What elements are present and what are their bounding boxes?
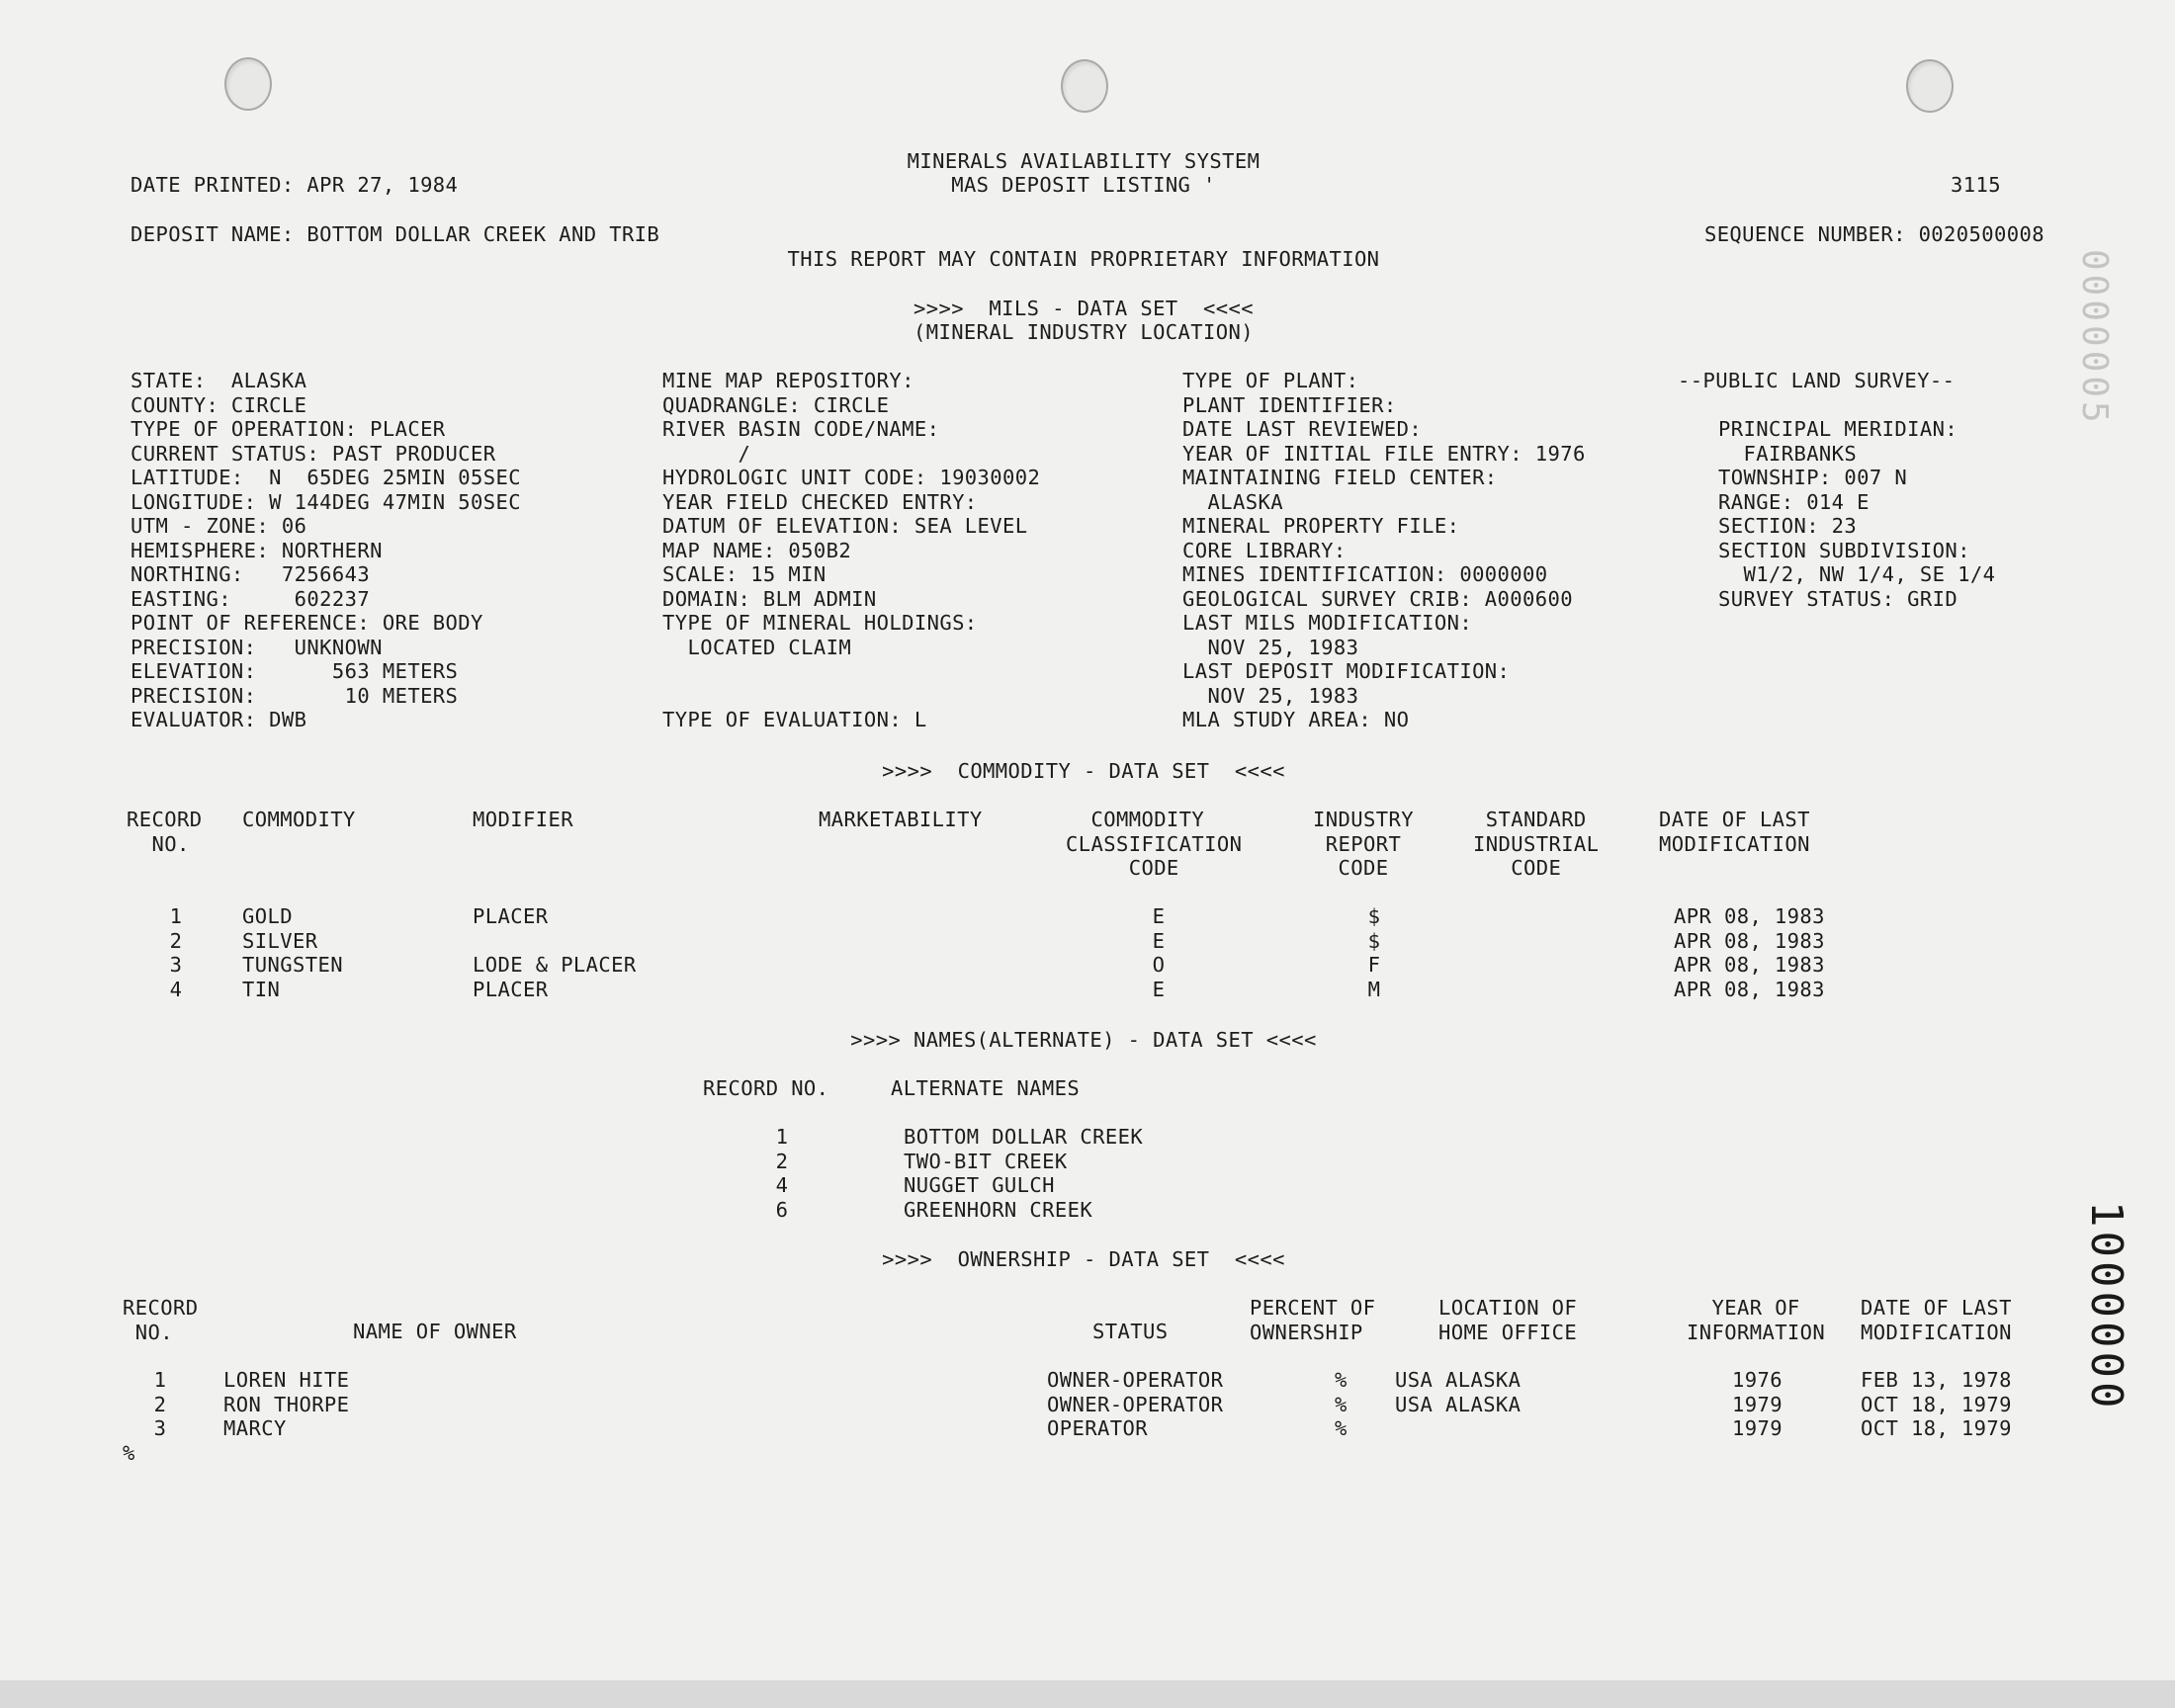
commodity-class-code: E [1152, 928, 1166, 953]
owner-date: OCT 18, 1979 [1861, 1416, 2012, 1440]
commodity-header-classification: COMMODITY CLASSIFICATION CODE [1066, 808, 1243, 880]
commodity-header-date: DATE OF LAST MODIFICATION [1659, 808, 1810, 856]
land-survey-field: SURVEY STATUS: GRID [1718, 586, 1958, 611]
owner-location: USA ALASKA [1395, 1392, 1522, 1416]
mils-field: NOV 25, 1983 [1182, 635, 1359, 659]
punch-hole-left [224, 57, 272, 111]
commodity-modifier: PLACER [473, 904, 549, 928]
mils-subtitle: (MINERAL INDUSTRY LOCATION) [913, 320, 1255, 344]
ownership-header-percent: PERCENT OF OWNERSHIP [1250, 1296, 1376, 1344]
land-survey-field: FAIRBANKS [1718, 441, 1858, 466]
mils-field: LAST MILS MODIFICATION: [1182, 611, 1473, 635]
mils-field: DATUM OF ELEVATION: SEA LEVEL [662, 514, 1028, 538]
mils-field: LATITUDE: N 65DEG 25MIN 05SEC [130, 466, 522, 489]
mils-field: SCALE: 15 MIN [662, 562, 826, 586]
margin-stamp-upper: 0000005 [2074, 249, 2115, 427]
mils-field: DOMAIN: BLM ADMIN [662, 586, 877, 611]
owner-year: 1976 [1732, 1368, 1783, 1392]
sequence-number: SEQUENCE NUMBER: 0020500008 [1703, 222, 2044, 246]
mils-field: MINES IDENTIFICATION: 0000000 [1182, 562, 1548, 586]
commodity-header-modifier: MODIFIER [473, 808, 573, 831]
land-survey-field: W1/2, NW 1/4, SE 1/4 [1718, 562, 1996, 586]
date-printed: DATE PRINTED: APR 27, 1984 [130, 173, 459, 197]
owner-year: 1979 [1732, 1392, 1783, 1416]
mils-title: >>>> MILS - DATA SET <<<< [913, 297, 1255, 320]
mils-field: MINERAL PROPERTY FILE: [1182, 514, 1460, 538]
owner-name: RON THORPE [223, 1392, 350, 1416]
ownership-header-date: DATE OF LAST MODIFICATION [1861, 1296, 2012, 1344]
land-survey-field: RANGE: 014 E [1718, 489, 1870, 514]
alternate-record-no: 6 [775, 1197, 789, 1222]
ownership-header-owner: NAME OF OWNER [353, 1320, 517, 1343]
owner-date: OCT 18, 1979 [1861, 1392, 2012, 1416]
mils-field: HYDROLOGIC UNIT CODE: 19030002 [662, 466, 1041, 489]
owner-name: LOREN HITE [223, 1368, 350, 1392]
commodity-class-code: E [1152, 904, 1166, 928]
commodity-modifier: LODE & PLACER [473, 953, 637, 977]
mils-field: EASTING: 602237 [130, 586, 371, 611]
commodity-title: >>>> COMMODITY - DATA SET <<<< [882, 759, 1285, 783]
owner-percent: % [1335, 1392, 1348, 1416]
mils-field: NOV 25, 1983 [1182, 683, 1359, 708]
mils-field: PRECISION: 10 METERS [130, 683, 459, 708]
land-survey-field: SECTION: 23 [1718, 514, 1858, 538]
margin-stamp-lower: 1000000 [2081, 1201, 2132, 1412]
mils-field: YEAR FIELD CHECKED ENTRY: [662, 489, 978, 514]
commodity-header-standard: STANDARD INDUSTRIAL CODE [1473, 808, 1600, 880]
commodity-date: APR 08, 1983 [1674, 953, 1825, 977]
mils-field: MINE MAP REPOSITORY: [662, 369, 914, 392]
mils-field: CURRENT STATUS: PAST PRODUCER [130, 441, 496, 466]
page-number: 3115 [1951, 173, 2001, 197]
owner-percent: % [1335, 1368, 1348, 1392]
mils-field: STATE: ALASKA [130, 369, 307, 392]
ownership-title: >>>> OWNERSHIP - DATA SET <<<< [882, 1247, 1285, 1271]
commodity-record-no: 1 [169, 904, 183, 928]
names-title: >>>> NAMES(ALTERNATE) - DATA SET <<<< [850, 1028, 1317, 1052]
owner-record-no: 1 [153, 1368, 167, 1392]
owner-status: OPERATOR [1047, 1416, 1148, 1440]
mils-field: RIVER BASIN CODE/NAME: [662, 417, 940, 441]
mils-field: PRECISION: UNKNOWN [130, 635, 383, 659]
mils-field: TYPE OF MINERAL HOLDINGS: [662, 611, 978, 635]
names-header-record: RECORD NO. [703, 1076, 829, 1100]
commodity-name: TIN [242, 977, 281, 1001]
commodity-industry-code: $ [1367, 928, 1381, 953]
alternate-record-no: 1 [775, 1125, 789, 1149]
owner-status: OWNER-OPERATOR [1047, 1368, 1224, 1392]
owner-year: 1979 [1732, 1416, 1783, 1440]
commodity-industry-code: M [1367, 977, 1381, 1001]
mils-field: LOCATED CLAIM [662, 635, 852, 659]
owner-name: MARCY [223, 1416, 287, 1440]
commodity-industry-code: F [1367, 953, 1381, 977]
owner-status: OWNER-OPERATOR [1047, 1392, 1224, 1416]
mils-field: MAINTAINING FIELD CENTER: [1182, 466, 1498, 489]
mils-field: ELEVATION: 563 METERS [130, 659, 459, 683]
mils-field: POINT OF REFERENCE: ORE BODY [130, 611, 483, 635]
alternate-name: NUGGET GULCH [904, 1173, 1055, 1197]
commodity-name: TUNGSTEN [242, 953, 343, 977]
commodity-date: APR 08, 1983 [1674, 977, 1825, 1001]
proprietary-notice: THIS REPORT MAY CONTAIN PROPRIETARY INFORMATION [787, 247, 1380, 271]
alternate-name: BOTTOM DOLLAR CREEK [904, 1125, 1144, 1149]
mils-field: DATE LAST REVIEWED: [1182, 417, 1423, 441]
alternate-name: GREENHORN CREEK [904, 1197, 1093, 1222]
mils-field: MAP NAME: 050B2 [662, 538, 852, 562]
land-survey-field: SECTION SUBDIVISION: [1718, 538, 1970, 562]
mils-field: NORTHING: 7256643 [130, 562, 371, 586]
mils-field: UTM - ZONE: 06 [130, 514, 307, 538]
commodity-record-no: 3 [169, 953, 183, 977]
mils-field: PLANT IDENTIFIER: [1182, 392, 1397, 417]
public-land-survey-title: --PUBLIC LAND SURVEY-- [1678, 369, 1956, 392]
ownership-header-record: RECORD NO. [123, 1296, 199, 1344]
ownership-header-status: STATUS [1092, 1320, 1169, 1343]
commodity-industry-code: $ [1367, 904, 1381, 928]
land-survey-field: TOWNSHIP: 007 N [1718, 466, 1908, 489]
commodity-class-code: E [1152, 977, 1166, 1001]
owner-date: FEB 13, 1978 [1861, 1368, 2012, 1392]
mils-field: TYPE OF OPERATION: PLACER [130, 417, 446, 441]
commodity-record-no: 4 [169, 977, 183, 1001]
deposit-name: DEPOSIT NAME: BOTTOM DOLLAR CREEK AND TRIB [130, 222, 660, 246]
ownership-trailer: % [123, 1441, 135, 1465]
listing-title: MAS DEPOSIT LISTING ' [951, 173, 1216, 197]
mils-field: QUADRANGLE: CIRCLE [662, 392, 890, 417]
commodity-header-commodity: COMMODITY [242, 808, 356, 831]
alternate-record-no: 2 [775, 1149, 789, 1173]
mils-field: YEAR OF INITIAL FILE ENTRY: 1976 [1182, 441, 1586, 466]
punch-hole-right [1906, 59, 1954, 113]
commodity-class-code: O [1152, 953, 1166, 977]
owner-record-no: 2 [153, 1392, 167, 1416]
commodity-record-no: 2 [169, 928, 183, 953]
owner-record-no: 3 [153, 1416, 167, 1440]
commodity-date: APR 08, 1983 [1674, 928, 1825, 953]
mils-field: HEMISPHERE: NORTHERN [130, 538, 383, 562]
alternate-name: TWO-BIT CREEK [904, 1149, 1068, 1173]
mils-field: LONGITUDE: W 144DEG 47MIN 50SEC [130, 489, 522, 514]
mils-field: MLA STUDY AREA: NO [1182, 708, 1410, 731]
mils-field: EVALUATOR: DWB [130, 708, 307, 731]
mils-field: CORE LIBRARY: [1182, 538, 1347, 562]
commodity-header-record: RECORD NO. [127, 808, 203, 856]
mils-field: TYPE OF PLANT: [1182, 369, 1359, 392]
commodity-name: SILVER [242, 928, 318, 953]
ownership-header-year: YEAR OF INFORMATION [1687, 1296, 1826, 1344]
punch-hole-center [1061, 59, 1108, 113]
mils-field: LAST DEPOSIT MODIFICATION: [1182, 659, 1511, 683]
land-survey-field: PRINCIPAL MERIDIAN: [1718, 417, 1958, 441]
mils-field: / [662, 441, 751, 466]
mils-field: TYPE OF EVALUATION: L [662, 708, 927, 731]
mils-field: ALASKA [1182, 489, 1283, 514]
owner-percent: % [1335, 1416, 1348, 1440]
commodity-name: GOLD [242, 904, 293, 928]
mils-field: COUNTY: CIRCLE [130, 392, 307, 417]
ownership-header-location: LOCATION OF HOME OFFICE [1438, 1296, 1578, 1344]
commodity-header-industry: INDUSTRY REPORT CODE [1313, 808, 1414, 880]
commodity-date: APR 08, 1983 [1674, 904, 1825, 928]
system-title: MINERALS AVAILABILITY SYSTEM [907, 149, 1261, 173]
owner-location: USA ALASKA [1395, 1368, 1522, 1392]
names-header-alternate: ALTERNATE NAMES [891, 1076, 1081, 1100]
alternate-record-no: 4 [775, 1173, 789, 1197]
commodity-modifier: PLACER [473, 977, 549, 1001]
mils-field: GEOLOGICAL SURVEY CRIB: A000600 [1182, 586, 1574, 611]
commodity-header-marketability: MARKETABILITY [819, 808, 983, 831]
